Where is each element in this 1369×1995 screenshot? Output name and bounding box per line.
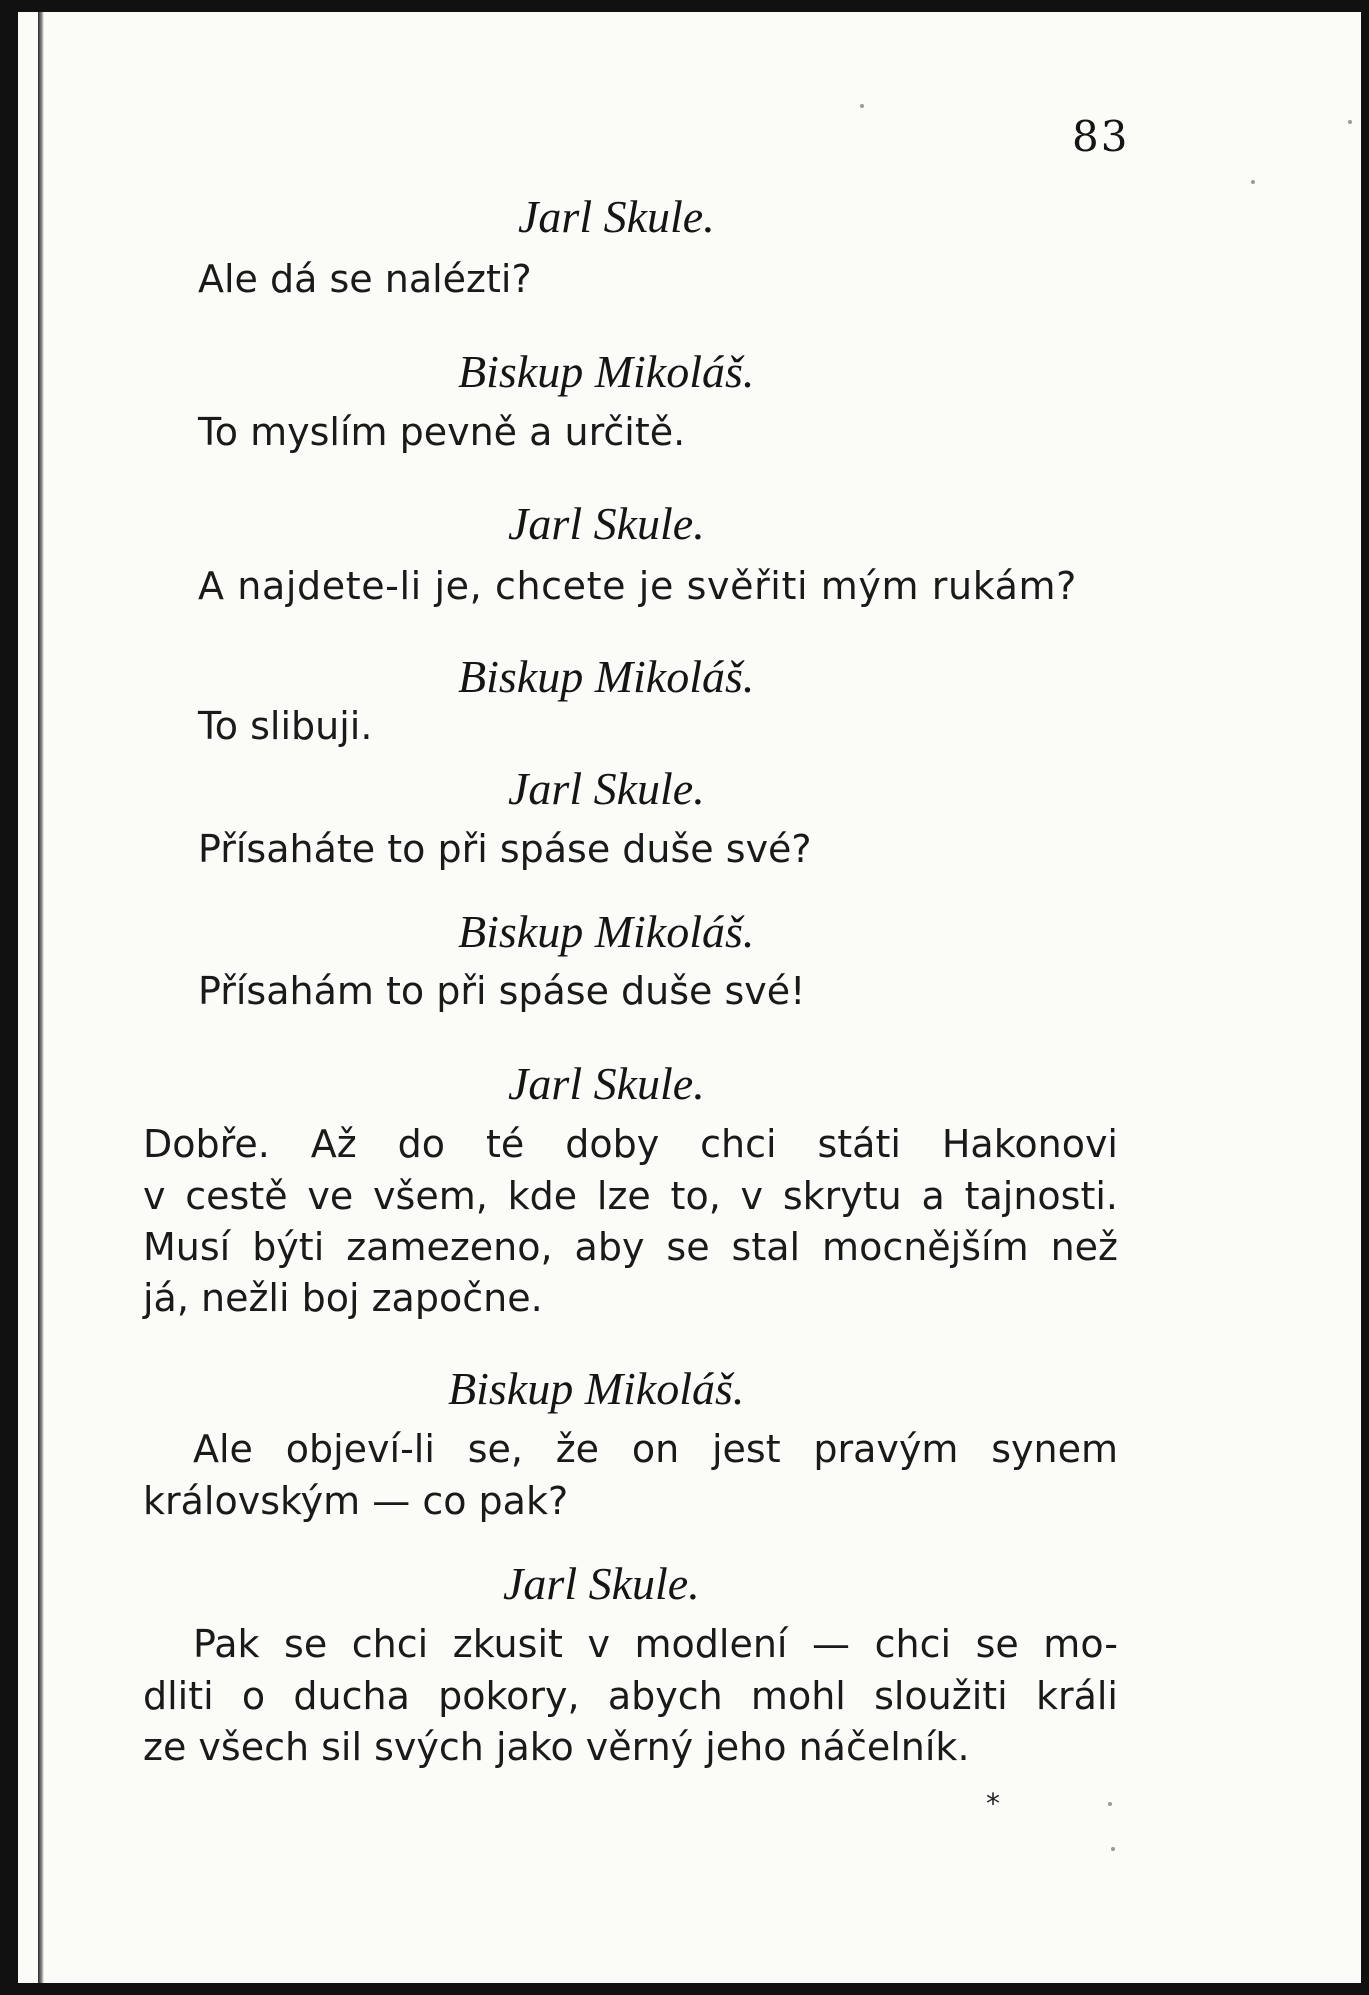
page-number: 83 (1072, 112, 1130, 161)
dialogue-line: Přísaháte to při spáse duše své? (198, 827, 812, 871)
dialogue-line: Přísahám to při spáse duše své! (198, 969, 806, 1013)
dialogue-line: Dobře. Až do té doby chci státi Hakonovi (143, 1122, 1118, 1166)
paper-speck (1251, 180, 1255, 184)
paper-speck (1111, 1847, 1115, 1851)
dialogue-line: královským — co pak? (143, 1479, 569, 1523)
footer-asterisk: * (986, 1787, 1000, 1820)
dialogue-line: dliti o ducha pokory, abych mohl sloužiti králi (143, 1674, 1118, 1718)
dialogue-line: Musí býti zamezeno, aby se stal mocnějším než (143, 1225, 1118, 1269)
paper-speck (1108, 1802, 1112, 1806)
speaker-name: Jarl Skule. (508, 763, 705, 814)
speaker-name: Jarl Skule. (508, 1058, 705, 1109)
speaker-name: Jarl Skule. (518, 191, 715, 242)
dialogue-line: Ale dá se nalézti? (198, 257, 532, 301)
paper-speck (860, 104, 864, 108)
dialogue-line: já, nežli boj započne. (143, 1276, 543, 1320)
speaker-name: Jarl Skule. (508, 498, 705, 549)
dialogue-line: ze všech sil svých jako věrný jeho náčelník. (143, 1725, 970, 1769)
dialogue-line: Ale objeví-li se, že on jest pravým synem (193, 1427, 1118, 1471)
dialogue-line: Pak se chci zkusit v modlení — chci se mo- (193, 1622, 1118, 1666)
speaker-name: Biskup Mikoláš. (448, 1363, 745, 1414)
speaker-name: Biskup Mikoláš. (458, 906, 755, 957)
speaker-name: Biskup Mikoláš. (458, 346, 755, 397)
dialogue-line: To myslím pevně a určitě. (198, 410, 686, 454)
dialogue-line: v cestě ve všem, kde lze to, v skrytu a tajnosti. (143, 1174, 1118, 1218)
speaker-name: Jarl Skule. (503, 1558, 700, 1609)
dialogue-line: A najdete-li je, chcete je svěřiti mým rukám? (198, 564, 1077, 608)
page-binding-edge (38, 12, 44, 1983)
speaker-name: Biskup Mikoláš. (458, 651, 755, 702)
dialogue-line: To slibuji. (198, 704, 373, 748)
paper-speck (1348, 120, 1352, 124)
